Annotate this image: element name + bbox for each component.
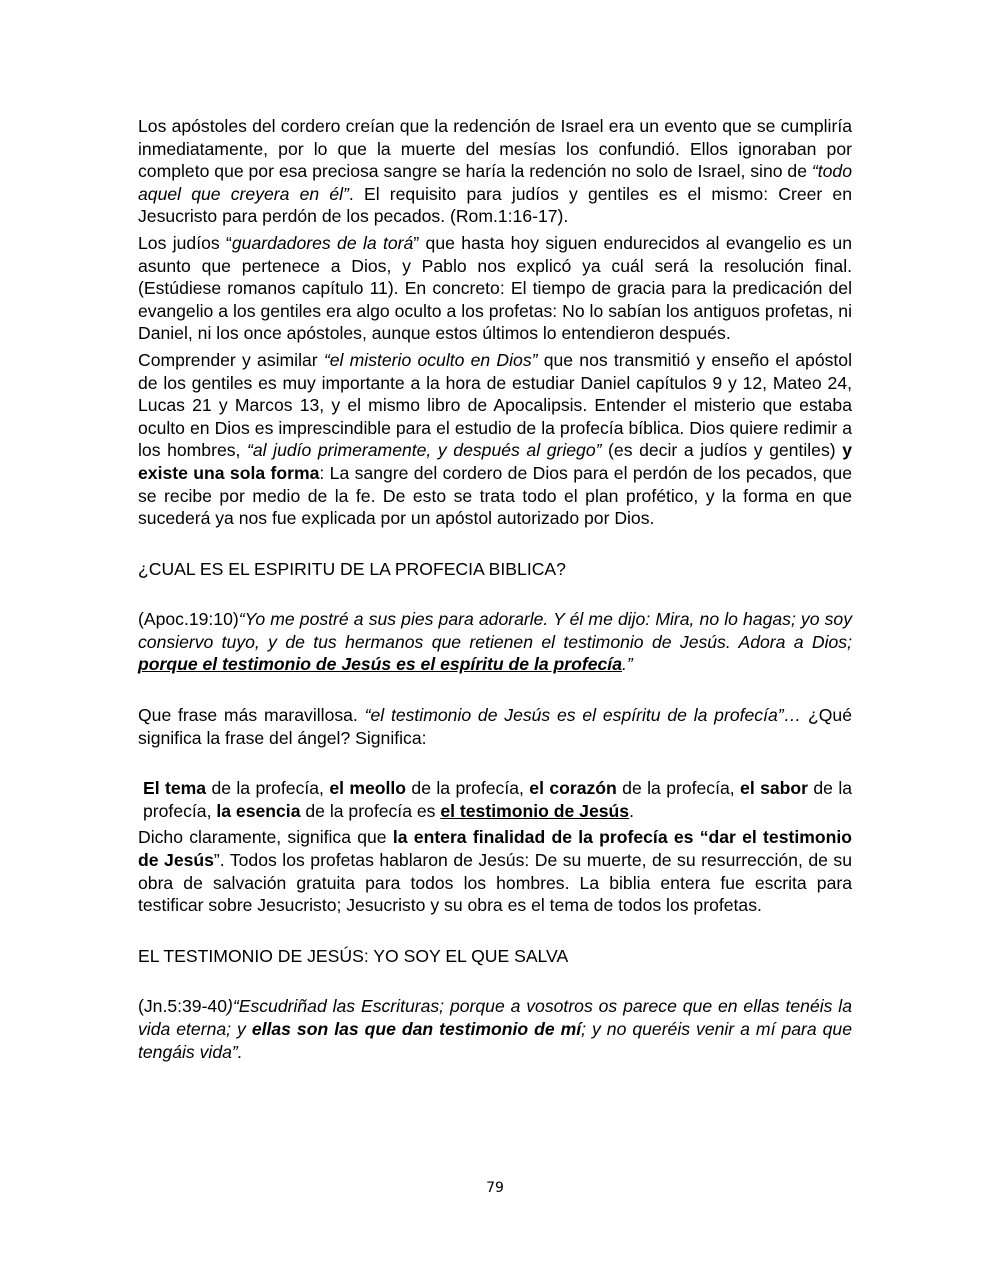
- text-run: Dicho claramente, significa que: [138, 827, 393, 848]
- italic-quote: “el testimonio de Jesús es el espíritu de la profecía”…: [364, 705, 808, 726]
- text-run: Los judíos “: [138, 232, 232, 253]
- text-run: Que frase más maravillosa.: [138, 705, 365, 726]
- text-run: que nos transmitió y enseño el apóstol de los gentiles es muy importante a la hora de estudiar Daniel capítulos 9 y 12, Mateo 24, Lucas 21 y Marcos 13, y el mismo libro de Apocalipsis. Entender el misterio que estaba oculto en Dios es imprescindible para el estudio de la profecía bíblica. Dios quiere redimir a los hombres,: [138, 349, 853, 461]
- paragraph-meaning: [138, 826, 852, 916]
- page-number: 79: [486, 1180, 504, 1196]
- paragraph-apostles: [138, 115, 852, 228]
- bold-phrase: El tema: [143, 778, 207, 799]
- bold-phrase: y existe una sola forma: [138, 440, 853, 483]
- bold-phrase: el meollo: [329, 778, 407, 799]
- italic-quote: “el misterio oculto en Dios”: [323, 349, 538, 370]
- paragraph-jews: [138, 232, 852, 345]
- paragraph-john-quote: [138, 995, 852, 1063]
- text-run: de la profecía,: [143, 778, 853, 821]
- text-run: : La sangre del cordero de Dios para el perdón de los pecados, que se recibe por medio de la fe. De esto se trata todo el plan profético, y la forma en que sucederá ya nos fue explicada por un apóstol autorizado por Dios.: [138, 462, 852, 529]
- paragraph-mystery: [138, 349, 852, 530]
- text-run: de la profecía,: [206, 778, 330, 799]
- italic-term: guardadores de la torá: [231, 232, 414, 253]
- text-run: ¿Qué significa la frase del ángel? Significa:: [138, 705, 852, 748]
- bold-phrase: la entera finalidad de la profecía es “dar el testimonio de Jesús: [138, 827, 852, 871]
- section-heading-testimony: EL TESTIMONIO DE JESÚS: YO SOY EL QUE SALVA: [138, 945, 569, 966]
- text-run: de la profecía es: [300, 800, 441, 821]
- paragraph-essence: [138, 777, 852, 822]
- section-heading-spirit-of-prophecy: ¿CUAL ES EL ESPIRITU DE LA PROFECIA BIBLICA?: [138, 558, 566, 579]
- bold-phrase: el corazón: [529, 778, 617, 799]
- verse-reference: (Jn.5:39-40: [138, 996, 227, 1017]
- paragraph-apoc-quote: [138, 608, 852, 676]
- text-run: Los apóstoles del cordero creían que la redención de Israel era un evento que se cumpliría inmediatamente, por lo que la muerte del mesías los confundió. Ellos ignoraban por completo que por esa preciosa sangre se haría la redención no solo de Israel, sino de: [138, 116, 852, 182]
- page-body: [138, 115, 852, 1063]
- text-run: de la profecía,: [406, 778, 530, 799]
- italic-quote: “Yo me postré a sus pies para adorarle. Y él me dijo: Mira, no lo hagas; yo soy consiervo tuyo, y de tus hermanos que retienen el testimonio de Jesús. Adora a Dios;: [138, 609, 852, 652]
- verse-reference: (Apoc.19:10): [138, 609, 239, 630]
- bold-phrase: la esencia: [216, 800, 301, 821]
- text-run: . El requisito para judíos y gentiles es el mismo: Creer en Jesucristo para perdón de los pecados. (Rom.1:16-17).: [138, 183, 852, 227]
- text-run: Comprender y asimilar: [138, 349, 324, 370]
- text-run: (es decir a judíos y gentiles): [601, 440, 843, 461]
- text-run: .: [629, 800, 634, 821]
- italic-quote: )“Escudriñad las Escrituras; porque a vosotros os parece que en ellas tenéis la vida eterna; y: [138, 996, 852, 1039]
- bold-underlined-quote: porque el testimonio de Jesús es el espíritu de la profecía: [138, 654, 622, 675]
- paragraph-phrase: [138, 704, 852, 749]
- text-run: ”. Todos los profetas hablaron de Jesús: De su muerte, de su resurrección, de su obra de salvación gratuita para todos los hombres. La biblia entera fue escrita para testificar sobre Jesucristo; Jesucristo y su obra es el tema de todos los profetas.: [138, 850, 852, 916]
- bold-italic-quote: ellas son las que dan testimonio de mí: [251, 1019, 582, 1039]
- bold-phrase: el sabor: [740, 778, 809, 799]
- italic-quote: “todo aquel que creyera en él”: [138, 161, 852, 204]
- bold-underlined-phrase: el testimonio de Jesús: [440, 800, 630, 821]
- italic-quote: .”: [621, 654, 633, 675]
- italic-quote: ; y no queréis venir a mí para que tengáis vida”.: [138, 1019, 853, 1062]
- text-run: ” que hasta hoy siguen endurecidos al evangelio es un asunto que pertenece a Dios, y Pablo nos explicó ya cuál será la resolución final. (Estúdiese romanos capítulo 11). En concreto: El tiempo de gracia para la predicación del evangelio a los gentiles era algo oculto a los profetas: No lo sabían los antiguos profetas, ni Daniel, ni los once apóstoles, aunque estos últimos lo entendieron después.: [138, 232, 852, 344]
- italic-quote: “al judío primeramente, y después al griego”: [247, 440, 602, 461]
- text-run: de la profecía,: [616, 778, 741, 799]
